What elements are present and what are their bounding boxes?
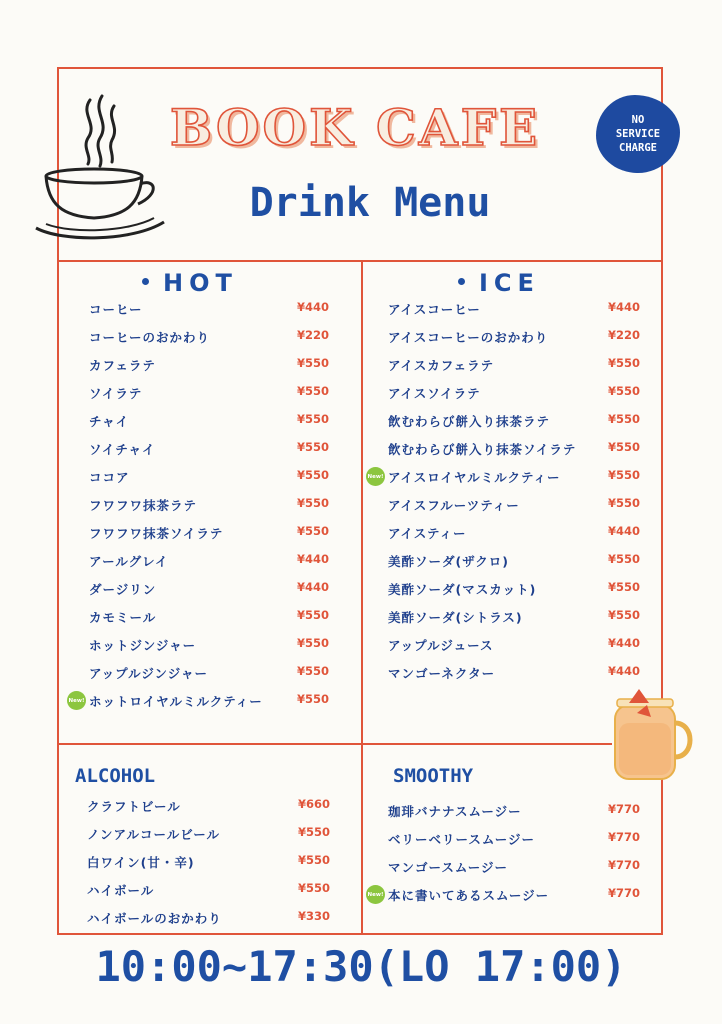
menu-item-price: ¥550 [607, 384, 640, 398]
menu-item-name: アイスカフェラテ [388, 358, 495, 373]
menu-item-price: ¥550 [296, 608, 329, 622]
menu-item-name: ノンアルコールビール [87, 827, 221, 842]
menu-item [87, 820, 330, 848]
menu-item [89, 323, 329, 351]
menu-item-price: ¥220 [607, 328, 640, 342]
menu-item-price: ¥550 [296, 384, 329, 398]
menu-item-name: アールグレイ [89, 554, 169, 569]
divider-lower [57, 743, 612, 745]
menu-item-price: ¥440 [607, 524, 640, 538]
menu-item [388, 379, 640, 407]
hot-heading-label: HOT [163, 269, 238, 297]
menu-item [89, 435, 329, 463]
menu-item-price: ¥550 [296, 412, 329, 426]
menu-item-price: ¥220 [296, 328, 329, 342]
menu-item [87, 848, 330, 876]
menu-item [388, 323, 640, 351]
menu-item [89, 659, 329, 687]
menu-subtitle: Drink Menu [249, 180, 491, 226]
menu-item-name: 美酢ソーダ(マスカット) [388, 582, 537, 597]
menu-item-name: フワフワ抹茶ソイラテ [89, 526, 224, 541]
menu-item-name: アイスロイヤルミルクティー [388, 470, 561, 485]
menu-item-name: カモミール [89, 610, 157, 625]
menu-item-price: ¥440 [607, 664, 640, 678]
menu-item-name: アイスソイラテ [388, 386, 481, 401]
menu-item-name: アイスコーヒー [388, 302, 481, 317]
menu-item-price: ¥550 [296, 468, 329, 482]
new-badge-icon: New! [67, 691, 86, 710]
menu-item-name: 飲むわらび餅入り抹茶ソイラテ [388, 442, 577, 457]
menu-item-price: ¥550 [296, 356, 329, 370]
menu-item [89, 295, 329, 323]
menu-item-name: フワフワ抹茶ラテ [89, 498, 198, 513]
menu-item-name: チャイ [89, 414, 130, 429]
menu-item [89, 463, 329, 491]
menu-item [89, 351, 329, 379]
menu-item-price: ¥440 [607, 636, 640, 650]
badge-line-3: CHARGE [619, 142, 657, 154]
menu-item [388, 853, 640, 881]
menu-item-name: クラフトビール [87, 799, 181, 814]
ice-drinks-list [367, 295, 640, 687]
menu-item [87, 792, 330, 820]
menu-item-name: ココア [89, 470, 130, 485]
menu-item-price: ¥440 [296, 580, 329, 594]
menu-item-price: ¥550 [607, 356, 640, 370]
menu-item-price: ¥550 [297, 825, 330, 839]
menu-item-price: ¥330 [297, 909, 330, 923]
menu-item-price: ¥550 [297, 881, 330, 895]
menu-item-price: ¥770 [607, 886, 640, 900]
menu-item-name: 珈琲バナナスムージー [388, 804, 522, 819]
bullet-dot [458, 278, 465, 285]
menu-item-price: ¥550 [607, 580, 640, 594]
menu-item-name: 飲むわらび餅入り抹茶ラテ [388, 414, 551, 429]
menu-item [388, 547, 640, 575]
menu-item-price: ¥770 [607, 830, 640, 844]
menu-item-name: コーヒーのおかわり [89, 330, 211, 345]
divider-header [57, 260, 663, 262]
menu-item [388, 659, 640, 687]
menu-item-name: 美酢ソーダ(ザクロ) [388, 554, 509, 569]
menu-item [87, 876, 330, 904]
menu-item-price: ¥770 [607, 858, 640, 872]
menu-item-name: ホットロイヤルミルクティー [89, 694, 263, 709]
menu-item-name: 本に書いてあるスムージー [388, 888, 550, 903]
no-service-charge-badge [596, 95, 680, 173]
coffee-cup-icon [32, 92, 172, 252]
menu-item-name: 美酢ソーダ(シトラス) [388, 610, 523, 625]
menu-item-price: ¥550 [296, 496, 329, 510]
divider-center [361, 260, 363, 935]
menu-item [388, 631, 640, 659]
menu-item [388, 491, 640, 519]
menu-item-price: ¥440 [296, 300, 329, 314]
menu-item-name: アイスティー [388, 526, 467, 541]
hot-heading [142, 269, 238, 297]
menu-item-name: コーヒー [89, 302, 143, 317]
menu-item-name: アイスコーヒーのおかわり [388, 330, 549, 345]
menu-item-name: ソイチャイ [89, 442, 156, 457]
menu-item-price: ¥550 [296, 524, 329, 538]
menu-item [388, 825, 640, 853]
alcohol-heading: ALCOHOL [75, 765, 156, 787]
menu-item-name: アイスフルーツティー [388, 498, 520, 513]
menu-item-name: ベリーベリースムージー [388, 832, 536, 847]
cafe-title: BOOK CAFE [169, 98, 541, 157]
smoothie-jar-icon [607, 683, 699, 783]
menu-item-price: ¥550 [607, 440, 640, 454]
smoothy-drinks-list [367, 797, 640, 909]
badge-line-1: NO [631, 114, 645, 126]
menu-item-name: カフェラテ [89, 358, 156, 373]
menu-item-price: ¥550 [607, 608, 640, 622]
ice-heading [458, 269, 540, 297]
menu-item-name: ホットジンジャー [89, 638, 197, 653]
menu-item [388, 351, 640, 379]
menu-item-price: ¥550 [296, 692, 329, 706]
menu-item-price: ¥550 [607, 496, 640, 510]
menu-item [388, 407, 640, 435]
menu-item [388, 575, 640, 603]
menu-item-price: ¥660 [297, 797, 330, 811]
opening-hours: 10:00~17:30(LO 17:00) [95, 942, 627, 991]
menu-item-name: ハイボールのおかわり [87, 911, 222, 926]
menu-item-price: ¥550 [296, 636, 329, 650]
menu-item [89, 407, 329, 435]
menu-item-name: アップルジュース [388, 638, 494, 653]
menu-item-price: ¥550 [296, 440, 329, 454]
hot-drinks-list [68, 295, 329, 715]
menu-item [367, 463, 640, 491]
menu-item [388, 435, 640, 463]
menu-item-name: アップルジンジャー [89, 666, 208, 681]
badge-line-2: SERVICE [615, 128, 661, 140]
menu-item [89, 519, 329, 547]
new-badge-icon: New! [366, 885, 385, 904]
menu-item [89, 379, 329, 407]
new-badge-icon: New! [366, 467, 385, 486]
menu-item [89, 491, 329, 519]
menu-item-price: ¥550 [607, 412, 640, 426]
ice-heading-label: ICE [479, 269, 540, 297]
menu-item-price: ¥440 [607, 300, 640, 314]
bullet-dot [142, 278, 149, 285]
menu-item-name: マンゴースムージー [388, 860, 509, 875]
menu-item-name: ハイボール [87, 883, 155, 898]
menu-item [388, 295, 640, 323]
menu-item [388, 519, 640, 547]
menu-item [87, 904, 330, 932]
menu-item [68, 687, 329, 715]
menu-item-price: ¥550 [297, 853, 330, 867]
alcohol-drinks-list [87, 792, 330, 932]
menu-item-name: マンゴーネクター [388, 666, 496, 681]
menu-item-price: ¥770 [607, 802, 640, 816]
menu-item-price: ¥550 [296, 664, 329, 678]
menu-item-name: ダージリン [89, 582, 157, 597]
menu-item [89, 575, 329, 603]
menu-item [89, 603, 329, 631]
menu-item-name: ソイラテ [89, 386, 143, 401]
smoothy-heading: SMOOTHY [393, 765, 474, 787]
menu-item [89, 547, 329, 575]
menu-item-price: ¥550 [607, 468, 640, 482]
menu-item [367, 881, 640, 909]
menu-item-name: 白ワイン(甘・辛) [87, 855, 195, 870]
menu-item [388, 797, 640, 825]
menu-item [89, 631, 329, 659]
menu-item-price: ¥440 [296, 552, 329, 566]
menu-item-price: ¥550 [607, 552, 640, 566]
menu-item [388, 603, 640, 631]
